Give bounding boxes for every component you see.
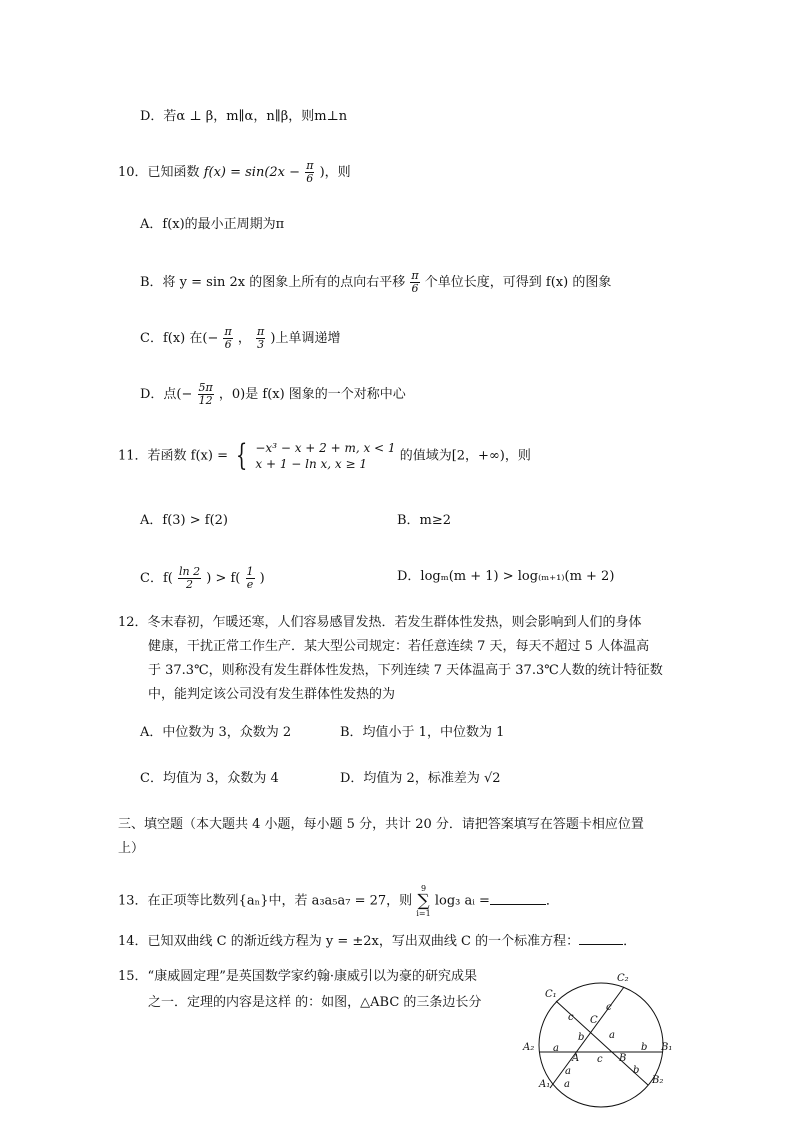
q15-line-2: 之一．定理的内容是这样 的：如图，△ABC 的三条边长分 — [148, 995, 482, 1010]
q12-line-3: 于 37.3℃，则称没有发生群体性发热，下列连续 7 天体温高于 37.3℃人数的统计特征数 — [148, 663, 663, 678]
label-B2: B₂ — [652, 1075, 664, 1086]
q10-option-b: B．将 y = sin 2x 的图象上所有的点向右平移 $\frac{\pi}{6}$ 个单位长度，可得到 f(x) 的图象 — [140, 269, 612, 295]
q12-line-1: 12．冬末春初，乍暖还寒，人们容易感冒发热．若发生群体性发热，则会影响到人们的身体 — [118, 615, 642, 630]
q14-answer-blank — [579, 932, 623, 945]
q12-option-a: A．中位数为 3，众数为 2 — [140, 725, 292, 740]
q12-line-2: 健康，干扰正常工作生产．某大型公司规定：若任意连续 7 天，每天不超过 5 人体温高 — [148, 639, 650, 654]
q12-option-b: B．均值小于 1，中位数为 1 — [340, 725, 505, 740]
q11-stem: 11．若函数 f(x) = { −x³ − x + 2 + m, x < 1 x + 1 − ln x, x ≥ 1 的值域为[2，+∞)，则 — [118, 438, 531, 473]
q13-answer-blank — [490, 892, 546, 905]
label-C1: C₁ — [545, 989, 557, 1000]
q10-stem — [118, 160, 351, 185]
q12-line-4: 中，能判定该公司没有发生群体性发热的为 — [148, 687, 396, 702]
label-a-2: a — [553, 1043, 559, 1054]
label-C2: C₂ — [617, 973, 629, 984]
q10-option-d: D．点(− $\frac{5\pi}{12}$ ，0)是 f(x) 图象的一个对称中心 — [140, 381, 406, 407]
q10-suffix: )，则 — [319, 165, 351, 180]
label-A: A — [572, 1053, 580, 1064]
label-a-1: a — [609, 1030, 615, 1041]
label-C: C — [590, 1015, 598, 1026]
label-c-3: c — [597, 1054, 603, 1065]
label-b-3: b — [633, 1065, 640, 1076]
section3-heading-line1: 三、填空题（本大题共 4 小题，每小题 5 分，共计 20 分．请把答案填写在答题卡相应位置 — [118, 817, 644, 832]
label-A1: A₁ — [539, 1079, 551, 1090]
q12-option-d: D．均值为 2，标准差为 √2 — [340, 771, 501, 786]
q12-option-c: C．均值为 3，众数为 4 — [140, 771, 279, 786]
q9-option-d: D．若α ⊥ β，m∥α，n∥β，则m⊥n — [140, 109, 348, 124]
q11-piecewise: −x³ − x + 2 + m, x < 1 x + 1 − ln x, x ≥ 1 — [255, 441, 396, 471]
q11-option-a: A．f(3) > f(2) — [140, 513, 228, 528]
q11-option-b: B．m≥2 — [397, 513, 452, 528]
conway-circle-figure — [520, 970, 680, 1120]
label-B1: B₁ — [661, 1042, 673, 1053]
label-b-2: b — [641, 1042, 648, 1053]
q10-func: f(x) = sin(2x − — [203, 165, 301, 180]
q10-prefix: 10．已知函数 — [118, 165, 200, 180]
q10-option-a: A．f(x)的最小正周期为π — [140, 217, 285, 232]
section3-heading-line2: 上） — [118, 841, 145, 856]
label-a-4: a — [564, 1079, 570, 1090]
q11-option-c: C．f( $\frac{\ln 2}{2}$ ) > f( $\frac{1}{e}$ ) — [140, 565, 265, 591]
piecewise-brace: { — [235, 438, 248, 473]
q10-c-frac1: $\frac{\pi}{6}$ — [224, 325, 232, 351]
label-c-2: c — [606, 1002, 612, 1013]
q10-frac-pi6: $\frac{\pi}{6}$ — [306, 159, 314, 185]
label-b-1: b — [578, 1032, 585, 1043]
label-B: B — [619, 1053, 627, 1064]
q10-option-c: C．f(x) 在(− $\frac{\pi}{6}$ ， $\frac{\pi}{3}$ )上单调递增 — [140, 325, 341, 351]
q11-c-frac2: $\frac{1}{e}$ — [246, 565, 254, 591]
q14: 14．已知双曲线 C 的渐近线方程为 y = ±2x，写出双曲线 C 的一个标准方程： ． — [118, 934, 637, 949]
q10-b-frac: $\frac{\pi}{6}$ — [411, 269, 419, 295]
summation-symbol: 9 ∑ i=1 — [416, 884, 431, 918]
q10-c-frac2: $\frac{\pi}{3}$ — [257, 325, 265, 351]
label-c-1: c — [568, 1012, 574, 1023]
label-A2: A₂ — [523, 1042, 535, 1053]
label-a-3: a — [565, 1066, 571, 1077]
q10-d-frac: $\frac{5\pi}{12}$ — [198, 381, 213, 407]
q15-line-1: 15．“康威圆定理”是英国数学家约翰·康威引以为豪的研究成果 — [118, 969, 477, 984]
q11-option-d: D．logₘ(m + 1) > log₍ₘ₊₁₎(m + 2) — [397, 569, 615, 584]
q13: 13．在正项等比数列{aₙ}中，若 a₃a₅a₇ = 27，则 9 ∑ i=1 log₃ aᵢ = ． — [118, 884, 559, 918]
q11-c-frac1: $\frac{\ln 2}{2}$ — [178, 565, 201, 591]
